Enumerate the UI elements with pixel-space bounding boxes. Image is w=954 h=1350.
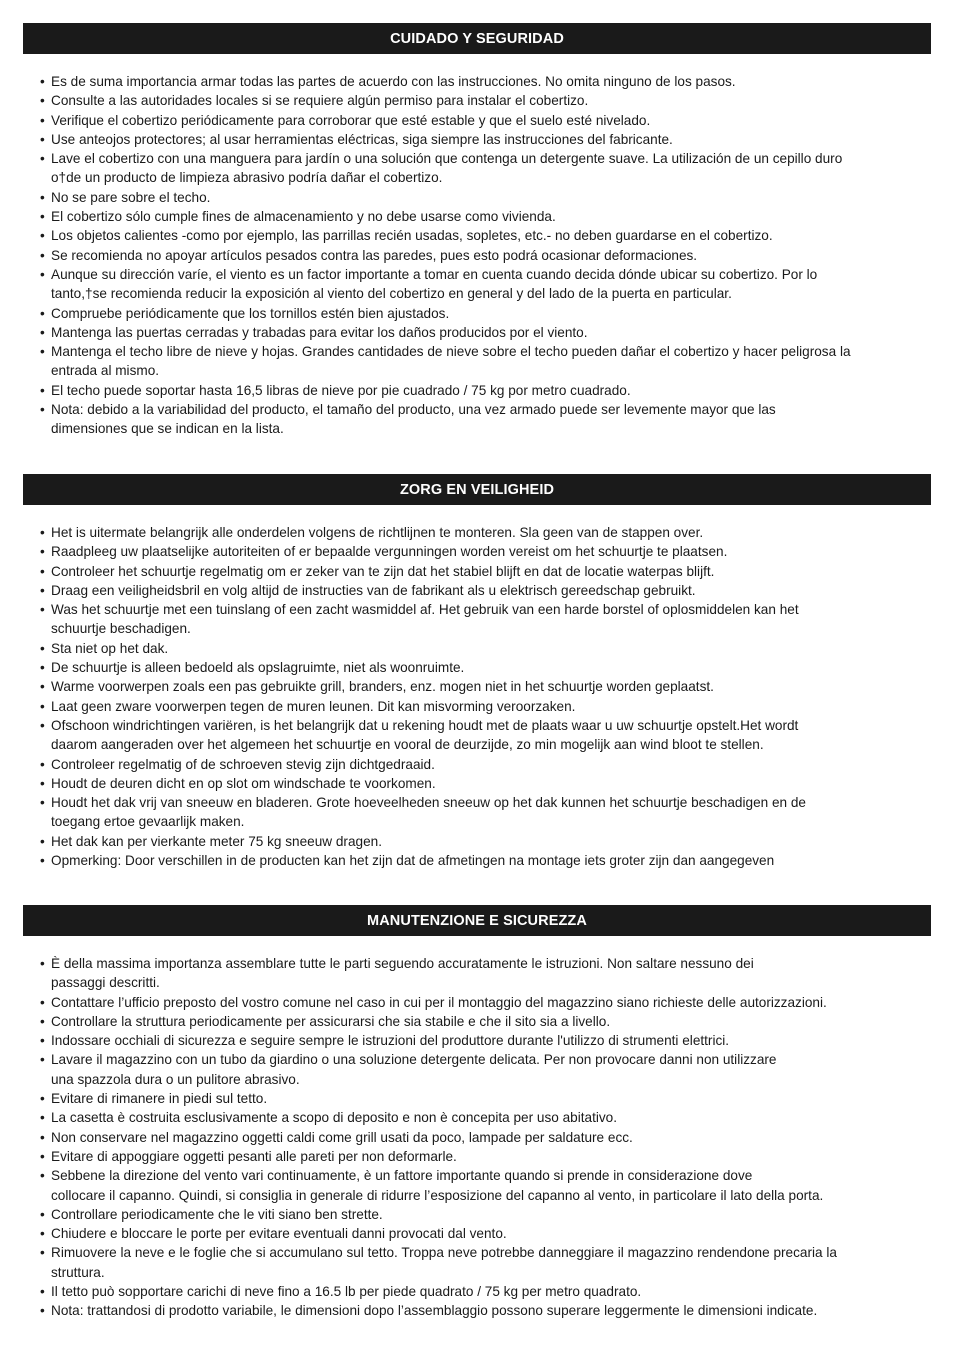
list-item: • La casetta è costruita esclusivamente a scopo di deposito e non è concepita per uso abitativo.	[40, 1108, 931, 1127]
list-item: • De schuurtje is alleen bedoeld als opslagruimte, niet als woonruimte.	[40, 658, 931, 677]
list-item: • Rimuovere la neve e le foglie che si accumulano sul tetto. Troppa neve potrebbe danneggiare il magazzino rendendone precaria la struttura.	[40, 1243, 931, 1282]
list-item: • El techo puede soportar hasta 16,5 libras de nieve por pie cuadrado / 75 kg por metro cuadrado.	[40, 381, 931, 400]
section-heading: CUIDADO Y SEGURIDAD	[23, 23, 931, 54]
list-item: • Evitare di rimanere in piedi sul tetto.	[40, 1089, 931, 1108]
list-item: • Warme voorwerpen zoals een pas gebruikte grill, branders, enz. mogen niet in het schuurtje worden geplaatst.	[40, 677, 931, 696]
list-item: • Los objetos calientes -como por ejemplo, las parrillas recién usadas, sopletes, etc.- no deben guardarse en el cobertizo.	[40, 226, 931, 245]
list-item: • Draag een veiligheidsbril en volg altijd de instructies van de fabrikant als u elektrisch gereedschap gebruikt.	[40, 581, 931, 600]
list-item: • Sta niet op het dak.	[40, 639, 931, 658]
list-item: • Aunque su dirección varíe, el viento es un factor importante a tomar en cuenta cuando decida dónde ubicar su cobertizo. Por lo tanto,†se recomienda reducir la exposición al viento del cobertizo en general y del lado de la puerta en particular.	[40, 265, 931, 304]
list-item: • Mantenga las puertas cerradas y trabadas para evitar los daños producidos por el viento.	[40, 323, 931, 342]
section-heading: ZORG EN VEILIGHEID	[23, 474, 931, 505]
list-item: • Controllare periodicamente che le viti siano ben strette.	[40, 1205, 931, 1224]
list-item: • Raadpleeg uw plaatselijke autoriteiten of er bepaalde vergunningen worden vereist om het schuurtje te plaatsen.	[40, 542, 931, 561]
list-item: • Lavare il magazzino con un tubo da giardino o una soluzione detergente delicata. Per non provocare danni non utilizzare una spazzola dura o un pulitore abrasivo.	[40, 1050, 931, 1089]
list-item: • Verifique el cobertizo periódicamente para corroborar que esté estable y que el suelo esté nivelado.	[40, 111, 931, 130]
list-item: • È della massima importanza assemblare tutte le parti seguendo accuratamente le istruzioni. Non saltare nessuno dei passaggi descritti.	[40, 954, 931, 993]
list-item: • Es de suma importancia armar todas las partes de acuerdo con las instrucciones. No omita ninguno de los pasos.	[40, 72, 931, 91]
list-item: • Nota: debido a la variabilidad del producto, el tamaño del producto, una vez armado puede ser levemente mayor que las dimensiones que se indican en la lista.	[40, 400, 931, 439]
list-item: • Ofschoon windrichtingen variëren, is het belangrijk dat u rekening houdt met de plaats waar u uw schuurtje opstelt.Het wordt daarom aangeraden over het algemeen het schuurtje en vooral de deurzijde, zo min mogelijk aan wind bloot te stellen.	[40, 716, 931, 755]
list-item: • Sebbene la direzione del vento vari continuamente, è un fattore importante quando si prende in considerazione dove collocare il capanno. Quindi, si consiglia in generale di ridurre l’esposizione del capanno al vento, in particolare il lato della porta.	[40, 1166, 931, 1205]
list-item: • Il tetto può sopportare carichi di neve fino a 16.5 lb per piede quadrato / 75 kg per metro quadrato.	[40, 1282, 931, 1301]
section-care-safety-es	[23, 23, 931, 439]
list-item: • Evitare di appoggiare oggetti pesanti alle pareti per non deformarle.	[40, 1147, 931, 1166]
list-item: • Controleer regelmatig of de schroeven stevig zijn dichtgedraaid.	[40, 755, 931, 774]
list-item: • Compruebe periódicamente que los tornillos estén bien ajustados.	[40, 304, 931, 323]
list-item: • Indossare occhiali di sicurezza e seguire sempre le istruzioni del produttore durante l'utilizzo di strumenti elettrici.	[40, 1031, 931, 1050]
list-item: • Nota: trattandosi di prodotto variabile, le dimensioni dopo l’assemblaggio possono superare leggermente le dimensioni indicate.	[40, 1301, 931, 1320]
list-item: • Houdt de deuren dicht en op slot om windschade te voorkomen.	[40, 774, 931, 793]
list-item: • Controllare la struttura periodicamente per assicurarsi che sia stabile e che il sito sia a livello.	[40, 1012, 931, 1031]
list-item: • Het is uitermate belangrijk alle onderdelen volgens de richtlijnen te monteren. Sla geen van de stappen over.	[40, 523, 931, 542]
list-item: • Non conservare nel magazzino oggetti caldi come grill usati da poco, lampade per saldature ecc.	[40, 1128, 931, 1147]
list-item: • Chiudere e bloccare le porte per evitare eventuali danni provocati dal vento.	[40, 1224, 931, 1243]
list-item: • No se pare sobre el techo.	[40, 188, 931, 207]
list-item: • Lave el cobertizo con una manguera para jardín o una solución que contenga un detergente suave. La utilización de un cepillo duro o†de un producto de limpieza abrasivo podría dañar el cobertizo.	[40, 149, 931, 188]
list-item: • Opmerking: Door verschillen in de producten kan het zijn dat de afmetingen na montage iets groter zijn dan aangegeven	[40, 851, 931, 870]
list-item: • El cobertizo sólo cumple fines de almacenamiento y no debe usarse como vivienda.	[40, 207, 931, 226]
section-care-safety-it	[23, 905, 931, 1321]
list-item: • Was het schuurtje met een tuinslang of een zacht wasmiddel af. Het gebruik van een harde borstel of oplosmiddelen kan het schuurtje beschadigen.	[40, 600, 931, 639]
bullet-list	[23, 72, 931, 439]
list-item: • Laat geen zware voorwerpen tegen de muren leunen. Dit kan misvorming veroorzaken.	[40, 697, 931, 716]
list-item: • Contattare l’ufficio preposto del vostro comune nel caso in cui per il montaggio del magazzino siano richieste delle autorizzazioni.	[40, 993, 931, 1012]
section-care-safety-nl	[23, 474, 931, 870]
list-item: • Het dak kan per vierkante meter 75 kg sneeuw dragen.	[40, 832, 931, 851]
bullet-list	[23, 954, 931, 1321]
bullet-list	[23, 523, 931, 870]
section-heading: MANUTENZIONE E SICUREZZA	[23, 905, 931, 936]
list-item: • Consulte a las autoridades locales si se requiere algún permiso para instalar el cobertizo.	[40, 91, 931, 110]
list-item: • Use anteojos protectores; al usar herramientas eléctricas, siga siempre las instrucciones del fabricante.	[40, 130, 931, 149]
list-item: • Mantenga el techo libre de nieve y hojas. Grandes cantidades de nieve sobre el techo pueden dañar el cobertizo y hacer peligrosa la entrada al mismo.	[40, 342, 931, 381]
list-item: • Controleer het schuurtje regelmatig om er zeker van te zijn dat het stabiel blijft en dat de locatie waterpas blijft.	[40, 562, 931, 581]
list-item: • Se recomienda no apoyar artículos pesados contra las paredes, pues esto podrá ocasionar deformaciones.	[40, 246, 931, 265]
list-item: • Houdt het dak vrij van sneeuw en bladeren. Grote hoeveelheden sneeuw op het dak kunnen het schuurtje beschadigen en de toegang ertoe gevaarlijk maken.	[40, 793, 931, 832]
